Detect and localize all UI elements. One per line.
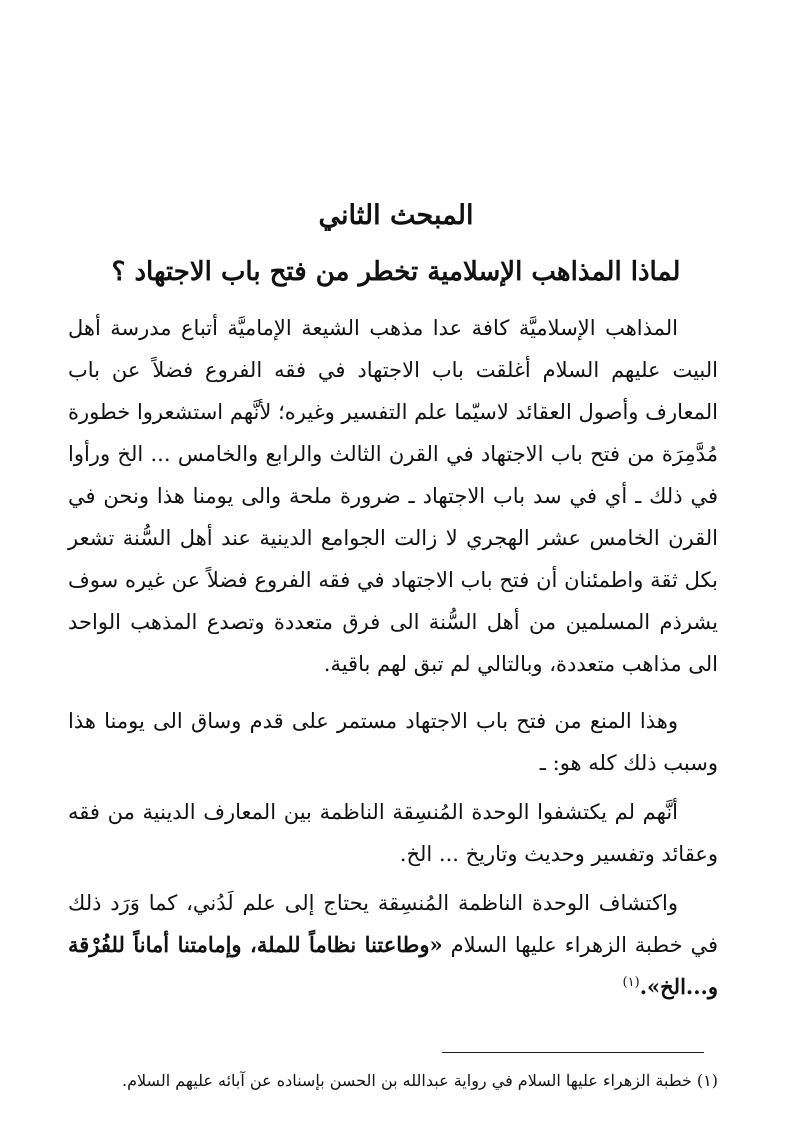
paragraph-2: وهذا المنع من فتح باب الاجتهاد مستمر على قدم وساق الى يومنا هذا وسبب ذلك كله هو: ـ [68, 709, 718, 775]
paragraph-3: أنَّهم لم يكتشفوا الوحدة المُنسِقة الناظمة بين المعارف الدينية من فقه وعقائد وتفسير وحديث وتاريخ ... الخ. [68, 800, 718, 866]
footnote-text: (١) خطبة الزهراء عليها السلام في رواية عبدالله بن الحسن بإسناده عن آبائه عليهم السلام. [122, 1071, 718, 1090]
paragraph-1: المذاهب الإسلاميَّة كافة عدا مذهب الشيعة الإماميَّة أتباع مدرسة أهل البيت عليهم السلام أغلقت باب الاجتهاد في فقه الفروع فضلاً عن باب المعارف وأصول العقائد لاسيّما علم التفسير وغيره؛ لأنَّهم استشعروا خطورة مُدَّمِرَة من فتح باب الاجتهاد في القرن الثالث والرابع والخامس ... الخ ورأوا في ذلك ـ أي في سد باب الاجتهاد ـ ضرورة ملحة والى يومنا هذا ونحن في القرن الخامس عشر الهجري لا زالت الجوامع الدينية عند أهل السُّنة تشعر بكل ثقة واطمئنان أن فتح باب الاجتهاد في فقه الفروع فضلاً عن غيره سوف يشرذم المسلمين من أهل السُّنة الى فرق متعددة وتصدع المذهب الواحد الى مذاهب متعددة، وبالتالي لم تبق لهم باقية. [68, 316, 718, 676]
quoted-sermon: «وطاعتنا نظاماً للملة، وإمامتنا أماناً للفُرْقة و...الخ». [68, 932, 718, 999]
section-title: المبحث الثاني [318, 200, 474, 231]
paragraph-4-text: واكتشاف الوحدة الناظمة المُنسِقة يحتاج إلى علم لَدُني، كما وَرَد ذلك في خطبة الزهراء عليها السلام [68, 891, 718, 957]
section-subtitle: لماذا المذاهب الإسلامية تخطر من فتح باب الاجتهاد ؟ [111, 257, 681, 287]
footnote-ref[interactable]: (١) [622, 975, 640, 990]
footnote-divider [442, 1052, 704, 1053]
paragraph-4 [68, 882, 718, 1008]
